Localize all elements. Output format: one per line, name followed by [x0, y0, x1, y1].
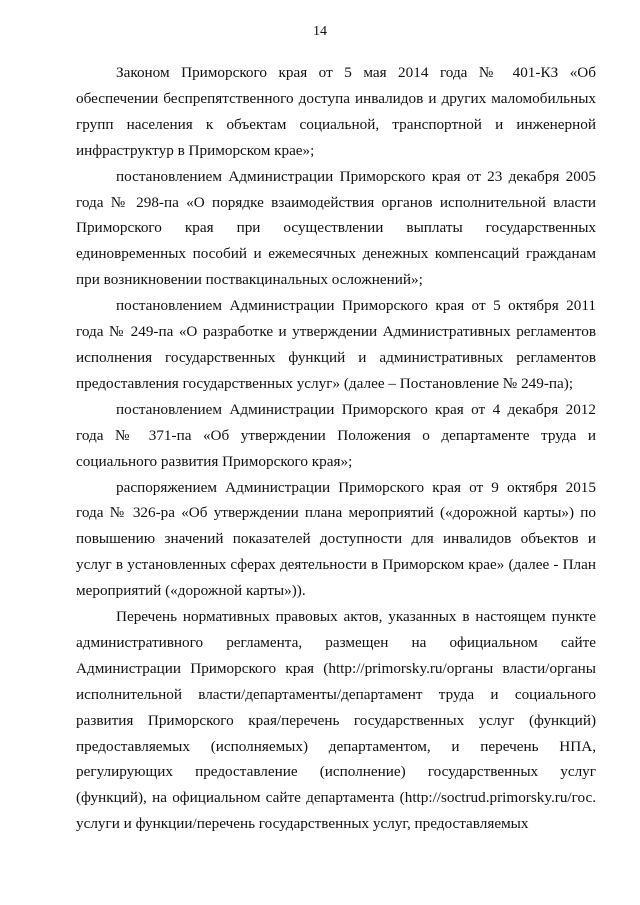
paragraph-order-326-ra: распоряжением Администрации Приморского края от 9 октября 2015 года № 326-ра «Об утверждении плана мероприятий («дорожной карты») по повышению значений показателей доступности для инвалидов объектов и услуг в установленных сферах деятельности в Приморском крае» (далее - План мероприятий («дорожной карты»)). [76, 478, 596, 600]
paragraph-resolution-371-pa: постановлением Администрации Приморского края от 4 декабря 2012 года № 371-па «Об утверждении Положения о департаменте труда и социального развития Приморского края»; [76, 400, 596, 470]
paragraph-law-401-kz: Законом Приморского края от 5 мая 2014 года № 401-КЗ «Об обеспечении беспрепятственного доступа инвалидов и других маломобильных групп населения к объектам социальной, транспортной и инженерной инфраструктур в Приморском крае»; [76, 64, 596, 159]
paragraph-resolution-298-pa: постановлением Администрации Приморского края от 23 декабря 2005 года № 298-па «О порядке взаимодействия органов исполнительной власти Приморского края при осуществлении выплаты государственных единовременных пособий и ежемесячных денежных компенсаций гражданам при возникновении поствакцинальных осложнений»; [76, 167, 596, 289]
paragraph-resolution-249-pa: постановлением Администрации Приморского края от 5 октября 2011 года № 249-па «О разработке и утверждении Административных регламентов исполнения государственных функций и административных регламентов предоставления государственных услуг» (далее – Постановление № 249-па); [76, 297, 596, 392]
document-body [76, 60, 596, 837]
page-number: 14 [313, 24, 327, 39]
paragraph-legal-acts-list: Перечень нормативных правовых актов, указанных в настоящем пункте административного регламента, размещен на официальном сайте Администрации Приморского края (http://primorsky.ru/органы власти/органы исполнительной власти/департаменты/департамент труда и социального развития Приморского края/перечень государственных услуг (функций) предоставляемых (исполняемых) департаментом, и перечень НПА, регулирующих предоставление (исполнение) государственных услуг (функций), на официальном сайте департамента (http://soctrud.primorsky.ru/гос. услуги и функции/перечень государственных услуг, предоставляемых [76, 608, 596, 833]
